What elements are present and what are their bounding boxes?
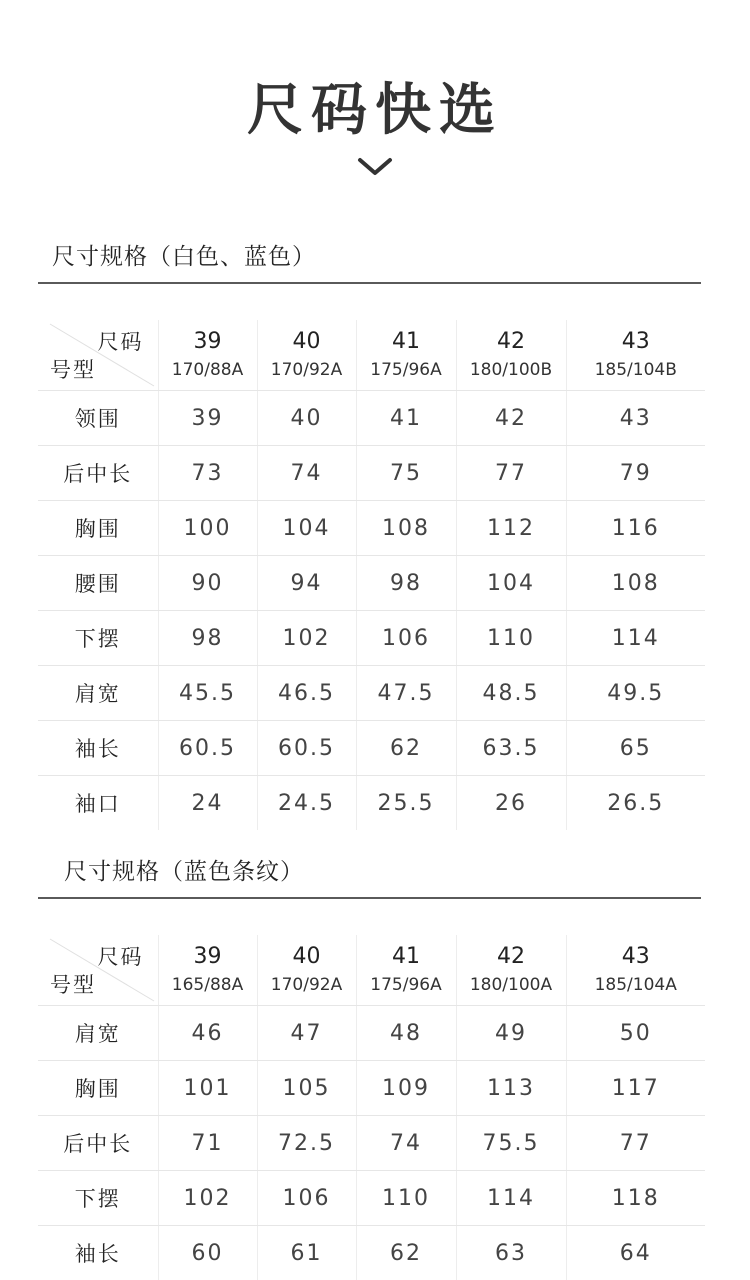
cell-value: 60	[158, 1226, 257, 1280]
table-row	[38, 446, 705, 501]
cell-value: 77	[456, 446, 566, 501]
corner-size-label: 尺码	[98, 326, 144, 356]
table-header-row	[38, 320, 705, 391]
size-label: 42	[457, 942, 566, 972]
cell-value: 72.5	[257, 1116, 356, 1171]
size-table-blue-stripe	[38, 935, 705, 1280]
table-row	[38, 391, 705, 446]
table-row	[38, 1171, 705, 1226]
corner-fit-label: 号型	[50, 969, 96, 999]
table-row	[38, 556, 705, 611]
cell-value: 109	[356, 1061, 456, 1116]
cell-value: 75.5	[456, 1116, 566, 1171]
cell-value: 46.5	[257, 666, 356, 721]
section-divider	[38, 897, 701, 899]
cell-value: 47.5	[356, 666, 456, 721]
cell-value: 48.5	[456, 666, 566, 721]
cell-value: 64	[566, 1226, 705, 1280]
cell-value: 110	[356, 1171, 456, 1226]
row-label: 后中长	[38, 1116, 158, 1171]
section-heading-blue-stripe: 尺寸规格（蓝色条纹）	[64, 853, 304, 886]
fit-label: 165/88A	[159, 972, 257, 998]
size-label: 42	[457, 327, 566, 357]
cell-value: 25.5	[356, 776, 456, 831]
cell-value: 61	[257, 1226, 356, 1280]
size-header-cell	[257, 320, 356, 391]
chevron-down-icon	[357, 155, 393, 179]
row-label: 胸围	[38, 501, 158, 556]
fit-label: 185/104A	[567, 972, 706, 998]
cell-value: 48	[356, 1006, 456, 1061]
fit-label: 170/92A	[258, 972, 356, 998]
cell-value: 40	[257, 391, 356, 446]
cell-value: 110	[456, 611, 566, 666]
cell-value: 104	[257, 501, 356, 556]
row-label: 下摆	[38, 1171, 158, 1226]
fit-label: 170/92A	[258, 357, 356, 383]
fit-label: 170/88A	[159, 357, 257, 383]
size-header-cell	[356, 935, 456, 1006]
cell-value: 116	[566, 501, 705, 556]
cell-value: 79	[566, 446, 705, 501]
row-label: 胸围	[38, 1061, 158, 1116]
cell-value: 49.5	[566, 666, 705, 721]
cell-value: 113	[456, 1061, 566, 1116]
cell-value: 102	[158, 1171, 257, 1226]
cell-value: 108	[566, 556, 705, 611]
size-header-cell	[158, 935, 257, 1006]
cell-value: 75	[356, 446, 456, 501]
cell-value: 102	[257, 611, 356, 666]
cell-value: 63.5	[456, 721, 566, 776]
fit-label: 180/100B	[457, 357, 566, 383]
fit-label: 175/96A	[357, 972, 456, 998]
cell-value: 73	[158, 446, 257, 501]
fit-label: 175/96A	[357, 357, 456, 383]
cell-value: 104	[456, 556, 566, 611]
section-heading-white-blue: 尺寸规格（白色、蓝色）	[52, 238, 316, 271]
size-header-cell	[456, 320, 566, 391]
row-label: 肩宽	[38, 666, 158, 721]
size-label: 39	[159, 327, 257, 357]
size-table-white-blue	[38, 320, 705, 830]
size-label: 41	[357, 327, 456, 357]
cell-value: 114	[566, 611, 705, 666]
size-header-cell	[566, 935, 705, 1006]
size-label: 43	[567, 327, 706, 357]
size-label: 41	[357, 942, 456, 972]
cell-value: 60.5	[257, 721, 356, 776]
fit-label: 180/100A	[457, 972, 566, 998]
cell-value: 94	[257, 556, 356, 611]
table-row	[38, 1061, 705, 1116]
size-label: 40	[258, 942, 356, 972]
cell-value: 46	[158, 1006, 257, 1061]
corner-cell	[38, 935, 158, 1006]
cell-value: 41	[356, 391, 456, 446]
corner-fit-label: 号型	[50, 354, 96, 384]
cell-value: 63	[456, 1226, 566, 1280]
cell-value: 45.5	[158, 666, 257, 721]
size-label: 39	[159, 942, 257, 972]
row-label: 袖口	[38, 776, 158, 831]
cell-value: 106	[257, 1171, 356, 1226]
cell-value: 50	[566, 1006, 705, 1061]
cell-value: 62	[356, 721, 456, 776]
cell-value: 74	[257, 446, 356, 501]
page-title: 尺码快选	[0, 66, 750, 146]
row-label: 袖长	[38, 721, 158, 776]
cell-value: 77	[566, 1116, 705, 1171]
table-row	[38, 666, 705, 721]
size-label: 43	[567, 942, 706, 972]
size-header-cell	[257, 935, 356, 1006]
cell-value: 47	[257, 1006, 356, 1061]
cell-value: 42	[456, 391, 566, 446]
cell-value: 71	[158, 1116, 257, 1171]
table-row	[38, 721, 705, 776]
size-label: 40	[258, 327, 356, 357]
size-header-cell	[566, 320, 705, 391]
corner-cell	[38, 320, 158, 391]
cell-value: 112	[456, 501, 566, 556]
fit-label: 185/104B	[567, 357, 706, 383]
size-header-cell	[456, 935, 566, 1006]
table-row	[38, 611, 705, 666]
size-header-cell	[158, 320, 257, 391]
cell-value: 60.5	[158, 721, 257, 776]
cell-value: 26	[456, 776, 566, 831]
cell-value: 114	[456, 1171, 566, 1226]
cell-value: 49	[456, 1006, 566, 1061]
cell-value: 98	[356, 556, 456, 611]
section-divider	[38, 282, 701, 284]
cell-value: 117	[566, 1061, 705, 1116]
row-label: 下摆	[38, 611, 158, 666]
cell-value: 24	[158, 776, 257, 831]
cell-value: 74	[356, 1116, 456, 1171]
cell-value: 39	[158, 391, 257, 446]
table-row	[38, 1116, 705, 1171]
cell-value: 100	[158, 501, 257, 556]
cell-value: 62	[356, 1226, 456, 1280]
table-row	[38, 1226, 705, 1280]
size-header-cell	[356, 320, 456, 391]
corner-size-label: 尺码	[98, 941, 144, 971]
table-row	[38, 501, 705, 556]
cell-value: 65	[566, 721, 705, 776]
cell-value: 106	[356, 611, 456, 666]
cell-value: 118	[566, 1171, 705, 1226]
table-header-row	[38, 935, 705, 1006]
row-label: 后中长	[38, 446, 158, 501]
row-label: 领围	[38, 391, 158, 446]
cell-value: 26.5	[566, 776, 705, 831]
row-label: 袖长	[38, 1226, 158, 1280]
cell-value: 43	[566, 391, 705, 446]
cell-value: 108	[356, 501, 456, 556]
cell-value: 90	[158, 556, 257, 611]
cell-value: 24.5	[257, 776, 356, 831]
cell-value: 101	[158, 1061, 257, 1116]
table-row	[38, 776, 705, 831]
table-row	[38, 1006, 705, 1061]
cell-value: 105	[257, 1061, 356, 1116]
row-label: 腰围	[38, 556, 158, 611]
cell-value: 98	[158, 611, 257, 666]
row-label: 肩宽	[38, 1006, 158, 1061]
